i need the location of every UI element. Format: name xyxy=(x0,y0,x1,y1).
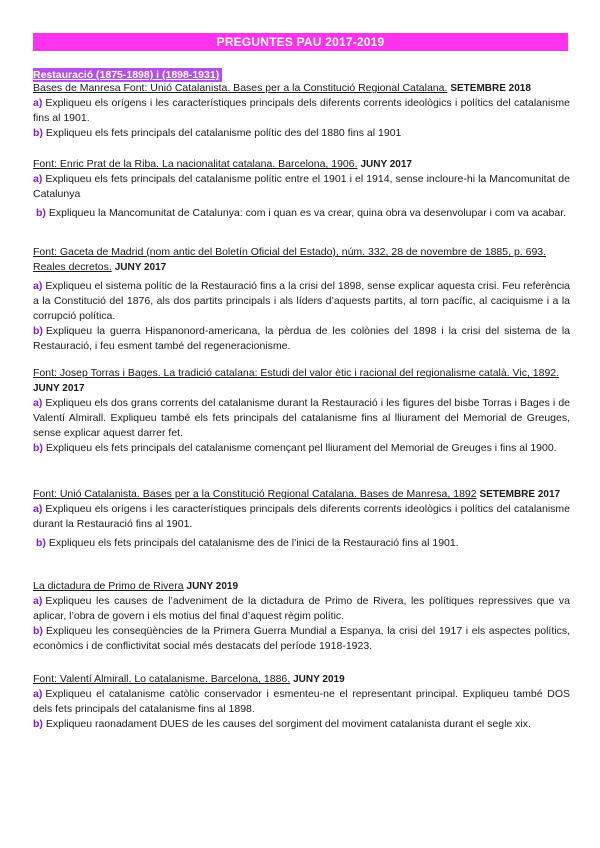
question-b-text: Expliqueu els fets principals del catalanisme polític des del 1880 fins al 1901 xyxy=(45,127,402,139)
question-b xyxy=(33,324,570,354)
question-b-label: b) xyxy=(33,442,43,454)
question-b-label: b) xyxy=(33,718,43,730)
source-citation: Font: Enric Prat de la Riba. La nacionalitat catalana. Barcelona, 1906. xyxy=(33,158,358,170)
question-b-label: b) xyxy=(33,625,43,637)
period-heading: Restauració (1875-1898) i (1898-1931) xyxy=(33,68,222,82)
question-b-text: Expliqueu la Mancomunitat de Catalunya: com i quan es va crear, quina obra va desenvolupar i com va acabar. xyxy=(48,207,567,219)
question-b-text: Expliqueu els fets principals del catalanisme començant pel lliurament del Memorial de Greuges i fins al 1900. xyxy=(45,442,557,454)
question-b-text: Expliqueu raonadament DUES de les causes del sorgiment del moviment catalanista durant el segle xix. xyxy=(45,718,531,730)
question-section xyxy=(33,487,570,551)
question-b-text: Expliqueu les conseqüències de la Primera Guerra Mundial a Espanya, la crisi del 1917 i els aspectes polítics, econòmics i de conflictivitat social més destacats del període 1918-1923. xyxy=(33,625,570,652)
exam-date: SETEMBRE 2018 xyxy=(450,83,531,94)
question-b-label: b) xyxy=(33,325,43,337)
page-title: PREGUNTES PAU 2017-2019 xyxy=(33,33,568,51)
question-b xyxy=(33,624,570,654)
source-citation: La dictadura de Primo de Rivera xyxy=(33,580,184,592)
question-a-label: a) xyxy=(33,280,43,292)
question-a xyxy=(33,594,570,624)
question-b xyxy=(33,206,570,221)
question-section xyxy=(33,672,570,732)
source-citation: Font: Josep Torras i Bages. La tradició catalana: Estudi del valor ètic i racional del regionalisme català. Vic, 1892. xyxy=(33,367,560,379)
question-a xyxy=(33,687,570,717)
question-a-label: a) xyxy=(33,97,43,109)
source-line xyxy=(33,245,570,275)
question-b xyxy=(33,441,570,456)
source-line xyxy=(33,487,570,502)
source-line xyxy=(33,579,570,594)
source-line xyxy=(33,81,570,96)
question-b xyxy=(33,536,570,551)
question-a xyxy=(33,396,570,441)
question-a-text: Expliqueu els dos grans corrents del catalanisme durant la Restauració i les figures del bisbe Torras i Bages i de Valentí Almirall. Expliqueu també els fets principals del catalanisme fins al lliurament del Memorial de Greuges, sense explicar aquest darrer fet. xyxy=(33,397,570,439)
question-a-label: a) xyxy=(33,503,43,515)
exam-date: JUNY 2017 xyxy=(114,262,167,273)
source-line xyxy=(33,672,570,687)
source-citation: Font: Unió Catalanista. Bases per a la Constitució Regional Catalana. Bases de Manresa, 1892 xyxy=(33,488,477,500)
exam-date: JUNY 2017 xyxy=(360,159,412,170)
question-a-text: Expliqueu els orígens i les característiques principals dels diferents corrents ideològics i polítics del catalanisme durant la Restauració fins al 1901. xyxy=(33,503,570,530)
question-a-text: Expliqueu el catalanisme catòlic conservador i esmenteu-ne el representant principal. Expliqueu també DOS dels fets principals del catalanisme fins al 1898. xyxy=(33,688,570,715)
question-section xyxy=(33,366,570,456)
question-a-text: Expliqueu el sistema polític de la Restauració fins a la crisi del 1898, sense explicar aquesta crisi. Feu referència a la Constitució del 1876, als dos partits principals i als líders d’aquests partits, al torn pacífic, al caciquisme i a la corrupció política. xyxy=(33,280,570,322)
question-section xyxy=(33,245,570,354)
question-b-text: Expliqueu els fets principals del catalanisme des de l’inici de la Restauració fins al 1901. xyxy=(48,537,459,549)
question-a-label: a) xyxy=(33,397,43,409)
question-a-text: Expliqueu les causes de l’adveniment de la dictadura de Primo de Rivera, les polítiques repressives que va aplicar, l’obra de govern i els motius del final d’aquest règim polític. xyxy=(33,595,570,622)
question-section xyxy=(33,81,570,141)
question-a-label: a) xyxy=(33,688,43,700)
question-b xyxy=(33,126,570,141)
question-a xyxy=(33,96,570,126)
source-citation: Bases de Manresa Font: Unió Catalanista. Bases per a la Constitució Regional Catalana. xyxy=(33,82,448,94)
exam-date: SETEMBRE 2017 xyxy=(479,489,561,500)
source-line xyxy=(33,366,570,396)
source-citation: Font: Gaceta de Madrid (nom antic del Boletín Oficial del Estado), núm. 332, 28 de novembre de 1885, p. 693. Reales decretos. xyxy=(33,246,547,273)
question-a-text: Expliqueu els fets principals del catalanisme polític entre el 1901 i el 1914, sense incloure-hi la Mancomunitat de Catalunya xyxy=(33,173,570,200)
source-citation: Font: Valentí Almirall. Lo catalanisme. Barcelona, 1886. xyxy=(33,673,291,685)
exam-date: JUNY 2019 xyxy=(186,581,239,592)
question-a xyxy=(33,502,570,532)
exam-date: JUNY 2019 xyxy=(293,674,345,685)
question-b-text: Expliqueu la guerra Hispanonord-americana, la pèrdua de les colònies del 1898 i la crisi del sistema de la Restauració, i feu esment també del regeneracionisme. xyxy=(33,325,570,352)
question-b-label: b) xyxy=(33,127,43,139)
question-section xyxy=(33,157,570,221)
question-a-text: Expliqueu els orígens i les característiques principals dels diferents corrents ideològics i polítics del catalanisme fins al 1901. xyxy=(33,97,570,124)
question-a-label: a) xyxy=(33,173,43,185)
exam-date: JUNY 2017 xyxy=(33,383,85,394)
question-b-label: b) xyxy=(36,207,46,219)
question-section xyxy=(33,579,570,654)
question-a xyxy=(33,279,570,324)
question-b xyxy=(33,717,570,732)
question-b-label: b) xyxy=(36,537,46,549)
source-line xyxy=(33,157,570,172)
question-a-label: a) xyxy=(33,595,43,607)
question-a xyxy=(33,172,570,202)
